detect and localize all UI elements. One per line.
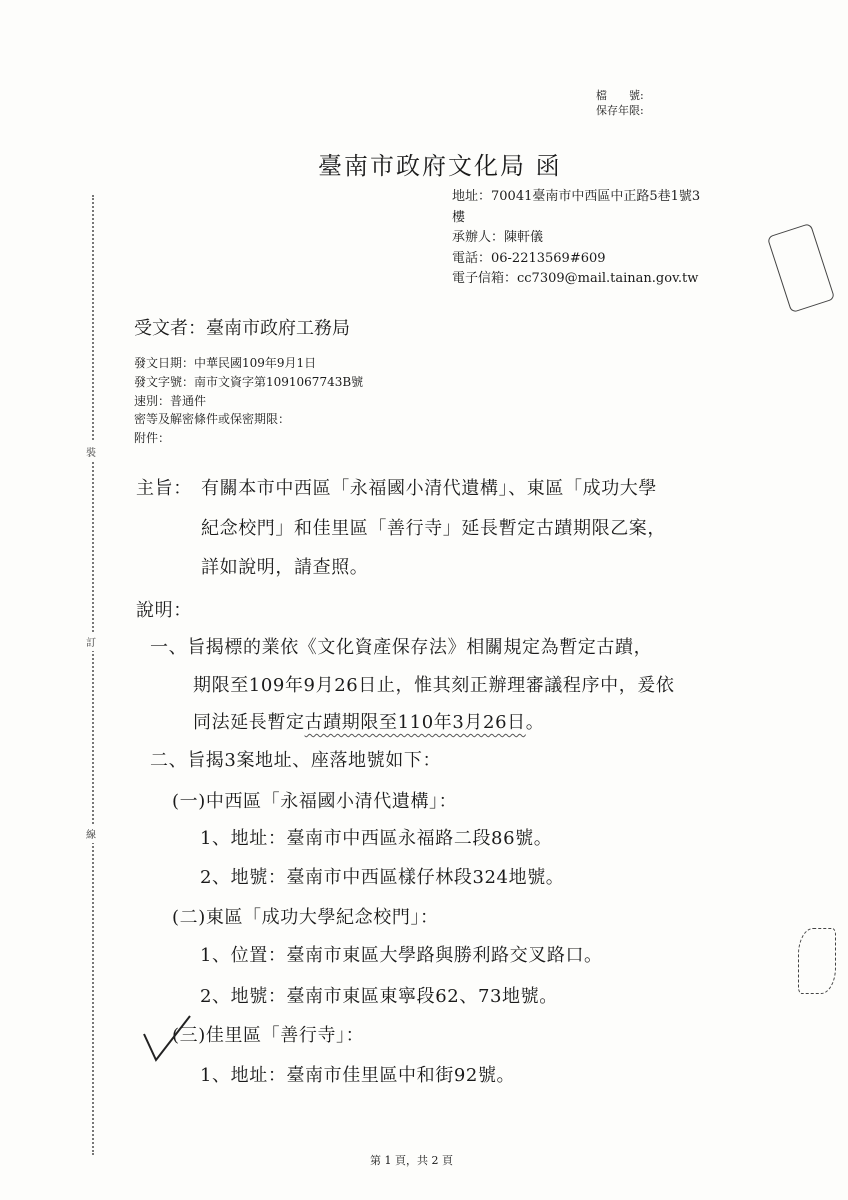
checkmark-icon: [140, 1012, 194, 1066]
secrecy-level: 密等及解密條件或保密期限：: [134, 412, 291, 427]
subject-line-1: 有關本市中西區「永福國小清代遺構」、東區「成功大學: [201, 478, 657, 499]
recipient: 受文者：臺南市政府工務局: [134, 318, 350, 339]
case-2-item-1: 1、位置：臺南市東區大學路與勝利路交叉路口。: [200, 945, 603, 966]
handler: 承辦人：陳軒儀: [452, 230, 544, 245]
binding-mark-cut: 訂: [86, 632, 96, 651]
explanation-item-1-line-3: [193, 708, 544, 734]
document-title: 臺南市政府文化局 函: [318, 152, 562, 180]
binding-mark-bind: 裝: [86, 442, 96, 461]
attachments: 附件：: [134, 431, 171, 446]
case-1-item-2: 2、地號：臺南市中西區樣仔林段324地號。: [200, 867, 565, 888]
item-1-line-3-end: 。: [525, 712, 545, 733]
item-1-line-3-start: 同法延長暫定: [193, 712, 305, 733]
explanation-item-1-line-2: 期限至109年9月26日止，惟其刻正辦理審議程序中，爰依: [193, 675, 675, 696]
explanation-item-1-line-1: 一、旨揭標的業依《文化資產保存法》相關規定為暫定古蹟，: [150, 637, 653, 658]
delivery-speed: 速別：普通件: [134, 393, 207, 408]
file-info: [596, 88, 644, 118]
seal-stamp-top: [767, 223, 835, 313]
issue-date: 發文日期：中華民國109年9月1日: [134, 356, 317, 370]
extended-deadline: 古蹟期限至110年3月26日: [304, 712, 526, 733]
case-2-item-2: 2、地號：臺南市東區東寧段62、73地號。: [200, 986, 558, 1007]
binding-mark-line: 線: [86, 824, 96, 843]
email: 電子信箱：cc7309@mail.tainan.gov.tw: [452, 271, 699, 286]
document-meta: [134, 354, 363, 448]
file-number-label: 檔 號:: [596, 89, 644, 102]
binding-line: [92, 195, 94, 1155]
address-line-2: 樓: [452, 209, 466, 225]
case-1-item-1: 1、地址：臺南市中西區永福路二段86號。: [200, 828, 553, 849]
explanation-label: 說明：: [136, 600, 192, 621]
case-3-title: (三)佳里區「善行寺」：: [172, 1025, 365, 1046]
address-line-1: 地址：70041臺南市中西區中正路5巷1號3: [452, 189, 701, 204]
agency-contact-block: [452, 187, 752, 290]
subject-line-3: 詳如說明，請查照。: [201, 557, 369, 578]
case-3-item-1: 1、地址：臺南市佳里區中和街92號。: [200, 1065, 516, 1086]
explanation-item-2: 二、旨揭3案地址、座落地號如下：: [150, 750, 442, 771]
case-1-title: (一)中西區「永福國小清代遺構」：: [172, 791, 458, 812]
case-2-title: (二)東區「成功大學紀念校門」：: [172, 907, 439, 928]
retention-label: 保存年限:: [596, 104, 644, 117]
seal-stamp-bottom: [798, 928, 836, 994]
page-footer: 第 1 頁，共 2 頁: [370, 1154, 453, 1167]
phone: 電話：06-2213569#609: [452, 250, 606, 266]
subject-line-2: 紀念校門」和佳里區「善行寺」延長暫定古蹟期限乙案，: [201, 518, 666, 539]
subject-label: 主旨：: [136, 478, 192, 499]
document-number: 發文字號：南市文資字第1091067743B號: [134, 374, 364, 389]
